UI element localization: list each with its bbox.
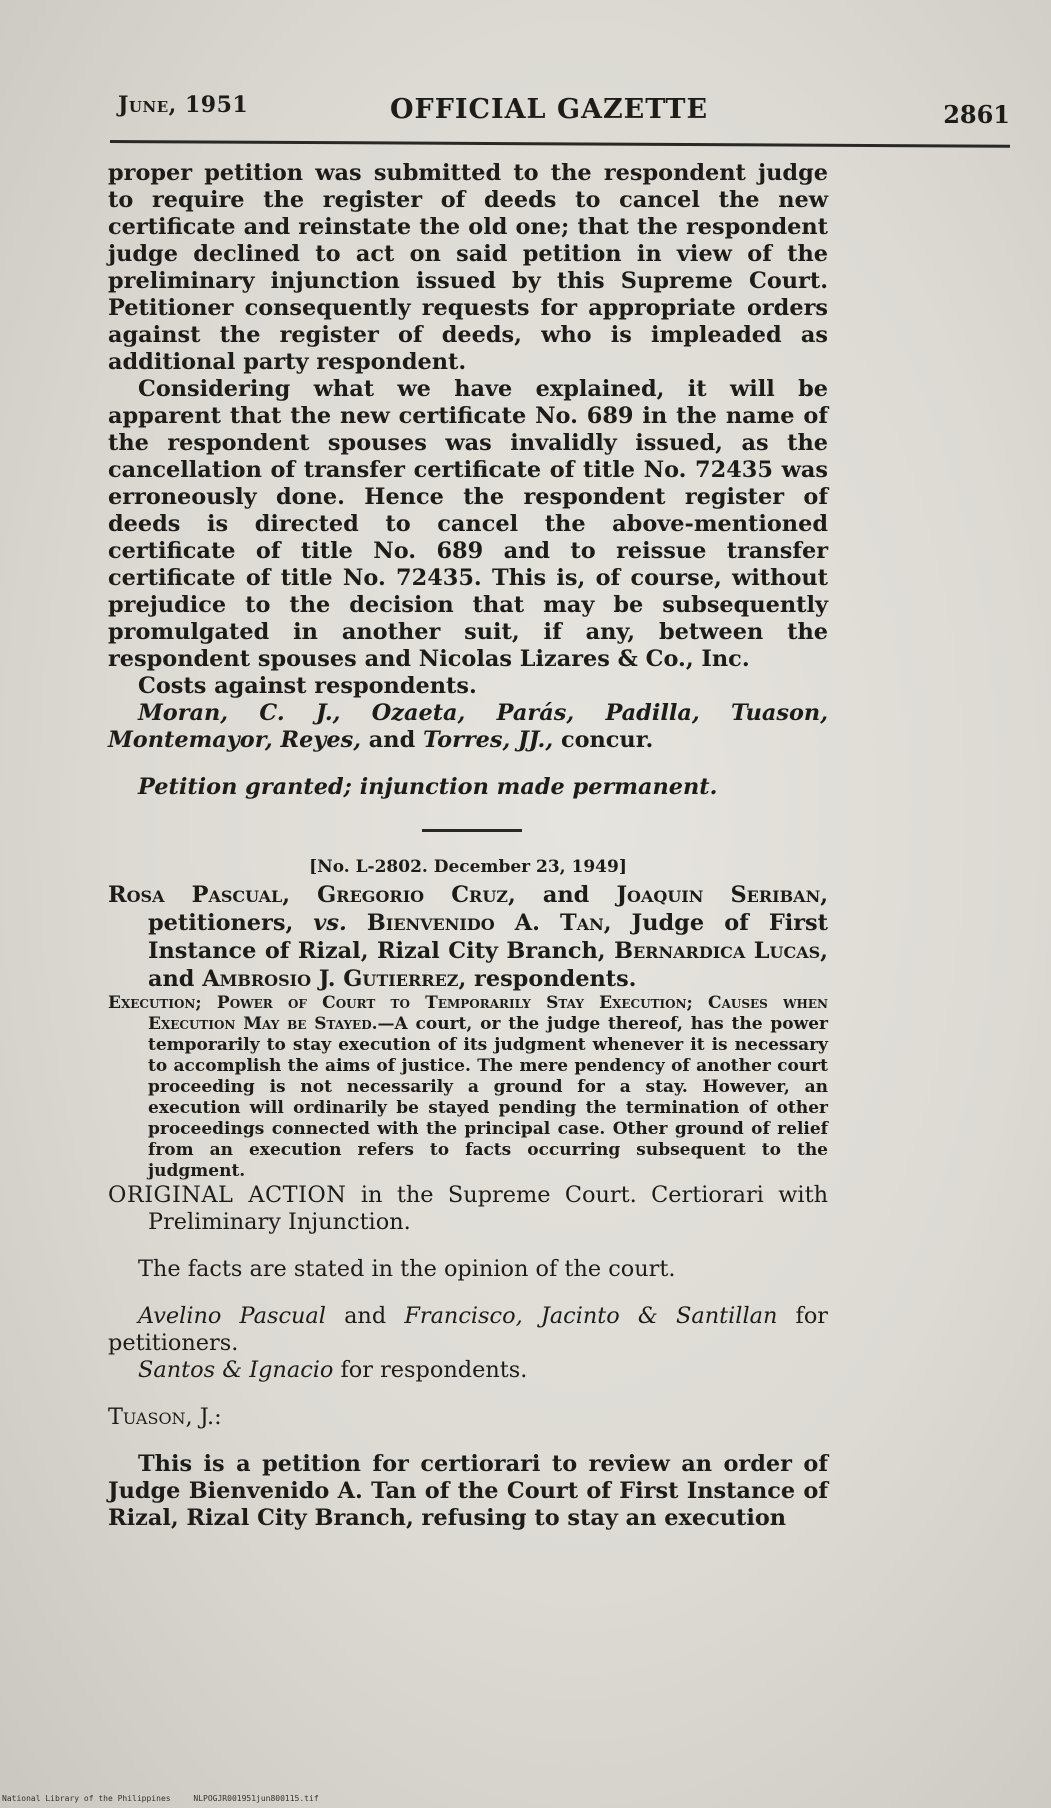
paragraph-costs: Costs against respondents.: [138, 673, 477, 699]
case-number: [No. L-2802. December 23, 1949]: [309, 857, 627, 877]
syllabus-heading: Execution; Power of Court to Temporarily Stay Execution; Causes when Execution May be Stayed.: [108, 993, 828, 1034]
case-parties: Rosa Pascual, Gregorio Cruz, and Joaquin Seriban, petitioners, vs. Bienvenido A. Tan, Judge of First Instance of Rizal, Rizal City Branch, Bernardica Lucas, and Ambrosio J. Gutierrez, respondents.: [108, 882, 829, 992]
publication-title: OFFICIAL GAZETTE: [390, 94, 709, 125]
disposition: Petition granted; injunction made permanent.: [138, 774, 718, 800]
counsel-respondents: Santos & Ignacio for respondents.: [138, 1357, 528, 1383]
paragraph-continued: proper petition was submitted to the respondent judge to require the register of deeds to cancel the new certificate and reinstate the old one; that the respondent judge declined to act on said petition in view of the preliminary injunction issued by this Supreme Court. Petitioner consequently requests for appropriate orders against the register of deeds, who is impleaded as additional party respondent.: [108, 160, 828, 375]
page-header: [118, 92, 1010, 132]
paragraph-ruling: Considering what we have explained, it will be apparent that the new certificate No. 689 in the name of the respondent spouses was invalidly issued, as the cancellation of transfer certificate of title No. 72435 was erroneously done. Hence the respondent register of deeds is directed to cancel the above-mentioned certificate of title No. 689 and to reissue transfer certificate of title No. 72435. This is, of course, without prejudice to the decision that may be subsequently promulgated in another suit, if any, between the respondent spouses and Nicolas Lizares & Co., Inc.: [108, 376, 828, 672]
page-body: [108, 160, 828, 1532]
facts-statement: The facts are stated in the opinion of the court.: [138, 1256, 676, 1282]
original-action: ORIGINAL ACTION in the Supreme Court. Certiorari with Preliminary Injunction.: [108, 1182, 828, 1235]
syllabus: [108, 993, 828, 1182]
page-number: 2861: [943, 100, 1010, 129]
section-separator: [422, 829, 522, 832]
ponente: Tuason, J.:: [108, 1404, 222, 1430]
concurrence: [108, 700, 828, 754]
syllabus-text: —A court, or the judge thereof, has the power temporarily to stay execution of its judgment whenever it is necessary to accomplish the aims of justice. The mere pendency of another court proceeding is not necessarily a ground for a stay. However, an execution will ordinarily be stayed pending the termination of other proceedings connected with the principal case. Other ground of relief from an execution refers to facts occurring subsequent to the judgment.: [148, 1014, 828, 1181]
counsel-petitioners: Avelino Pascual and Francisco, Jacinto & Santillan for petitioners.: [108, 1303, 829, 1356]
concurring-torres: Torres, JJ.,: [423, 727, 554, 753]
opinion-first-paragraph: This is a petition for certiorari to review an order of Judge Bienvenido A. Tan of the Court of First Instance of Rizal, Rizal City Branch, refusing to stay an execution: [108, 1451, 828, 1531]
scan-footer: [2, 1794, 337, 1803]
scan-file: NLPOGJR001951jun800115.tif: [193, 1794, 319, 1803]
concurring-justices: Moran, C. J., Ozaeta, Parás, Padilla, Tuason, Montemayor, Reyes,: [108, 700, 828, 753]
issue-date: June, 1951: [118, 92, 249, 118]
scan-source: National Library of the Philippines: [2, 1794, 171, 1803]
concur-and: and: [361, 727, 424, 753]
header-rule: [110, 140, 1010, 148]
concur-end: concur.: [553, 727, 654, 753]
opinion: [108, 1182, 828, 1532]
